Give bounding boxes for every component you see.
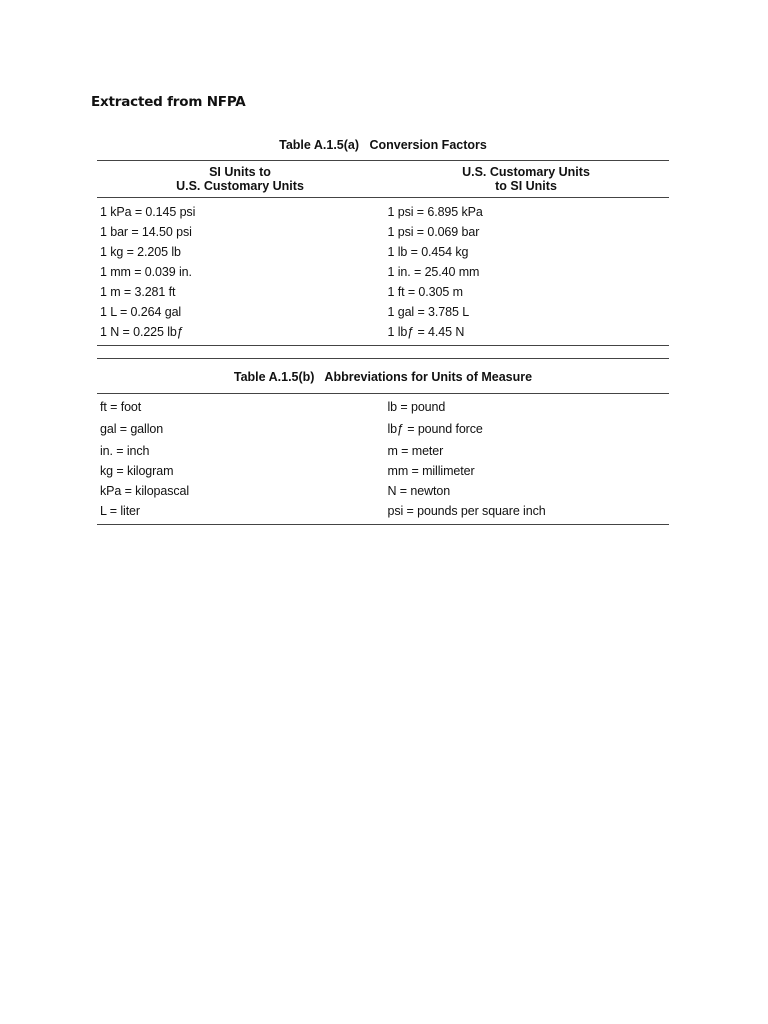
table-cell: N = newton bbox=[387, 484, 451, 498]
table-b-caption: Table A.1.5(b) Abbreviations for Units of Measure bbox=[233, 370, 533, 384]
table-row bbox=[97, 302, 669, 322]
table-row bbox=[97, 242, 669, 262]
table-cell: 1 bar = 14.50 psi bbox=[100, 225, 192, 239]
table-row bbox=[97, 481, 669, 501]
table-cell: psi = pounds per square inch bbox=[387, 504, 546, 518]
table-cell: in. = inch bbox=[100, 444, 150, 458]
table-a-body bbox=[97, 198, 669, 346]
table-cell: 1 kg = 2.205 lb bbox=[100, 245, 181, 259]
table-cell: L = liter bbox=[100, 504, 140, 518]
table-a-header-row bbox=[97, 160, 669, 198]
document-heading: Extracted from NFPA bbox=[91, 94, 246, 110]
table-cell: 1 kPa = 0.145 psi bbox=[100, 205, 196, 219]
table-cell: 1 mm = 0.039 in. bbox=[100, 265, 192, 279]
header-us-to-si-line1: U.S. Customary Units bbox=[462, 165, 590, 179]
header-si-to-us-line1: SI Units to bbox=[209, 165, 271, 179]
table-row bbox=[97, 222, 669, 242]
table-row bbox=[97, 202, 669, 222]
table-cell: 1 lbƒ = 4.45 N bbox=[387, 325, 465, 339]
table-cell: 1 ft = 0.305 m bbox=[387, 285, 463, 299]
table-cell: 1 in. = 25.40 mm bbox=[387, 265, 480, 279]
table-row bbox=[97, 282, 669, 302]
table-cell: kPa = kilopascal bbox=[100, 484, 190, 498]
table-row bbox=[97, 441, 669, 461]
table-cell: ft = foot bbox=[100, 400, 142, 414]
table-cell: m = meter bbox=[387, 444, 444, 458]
table-cell: gal = gallon bbox=[100, 422, 164, 436]
table-a-caption: Table A.1.5(a) Conversion Factors bbox=[279, 138, 487, 152]
table-cell: 1 psi = 0.069 bar bbox=[387, 225, 480, 239]
table-cell: lb = pound bbox=[387, 400, 446, 414]
abbreviations-table bbox=[97, 358, 669, 525]
header-si-to-us-line2: U.S. Customary Units bbox=[176, 179, 304, 193]
table-row bbox=[97, 397, 669, 417]
table-row bbox=[97, 461, 669, 481]
table-b-body bbox=[97, 393, 669, 525]
table-cell: mm = millimeter bbox=[387, 464, 475, 478]
header-si-to-us bbox=[97, 165, 383, 193]
table-cell: kg = kilogram bbox=[100, 464, 174, 478]
table-cell: 1 lb = 0.454 kg bbox=[387, 245, 469, 259]
table-cell: 1 m = 3.281 ft bbox=[100, 285, 176, 299]
table-row bbox=[97, 501, 669, 521]
table-cell: 1 L = 0.264 gal bbox=[100, 305, 182, 319]
table-row bbox=[97, 262, 669, 282]
table-cell: lbƒ = pound force bbox=[387, 422, 483, 436]
table-cell: 1 gal = 3.785 L bbox=[387, 305, 470, 319]
conversion-factors-table bbox=[97, 137, 669, 346]
table-row bbox=[97, 417, 669, 441]
table-cell: 1 N = 0.225 lbƒ bbox=[100, 325, 184, 339]
table-row bbox=[97, 322, 669, 342]
header-us-to-si bbox=[383, 165, 669, 193]
table-cell: 1 psi = 6.895 kPa bbox=[387, 205, 483, 219]
header-us-to-si-line2: to SI Units bbox=[495, 179, 557, 193]
